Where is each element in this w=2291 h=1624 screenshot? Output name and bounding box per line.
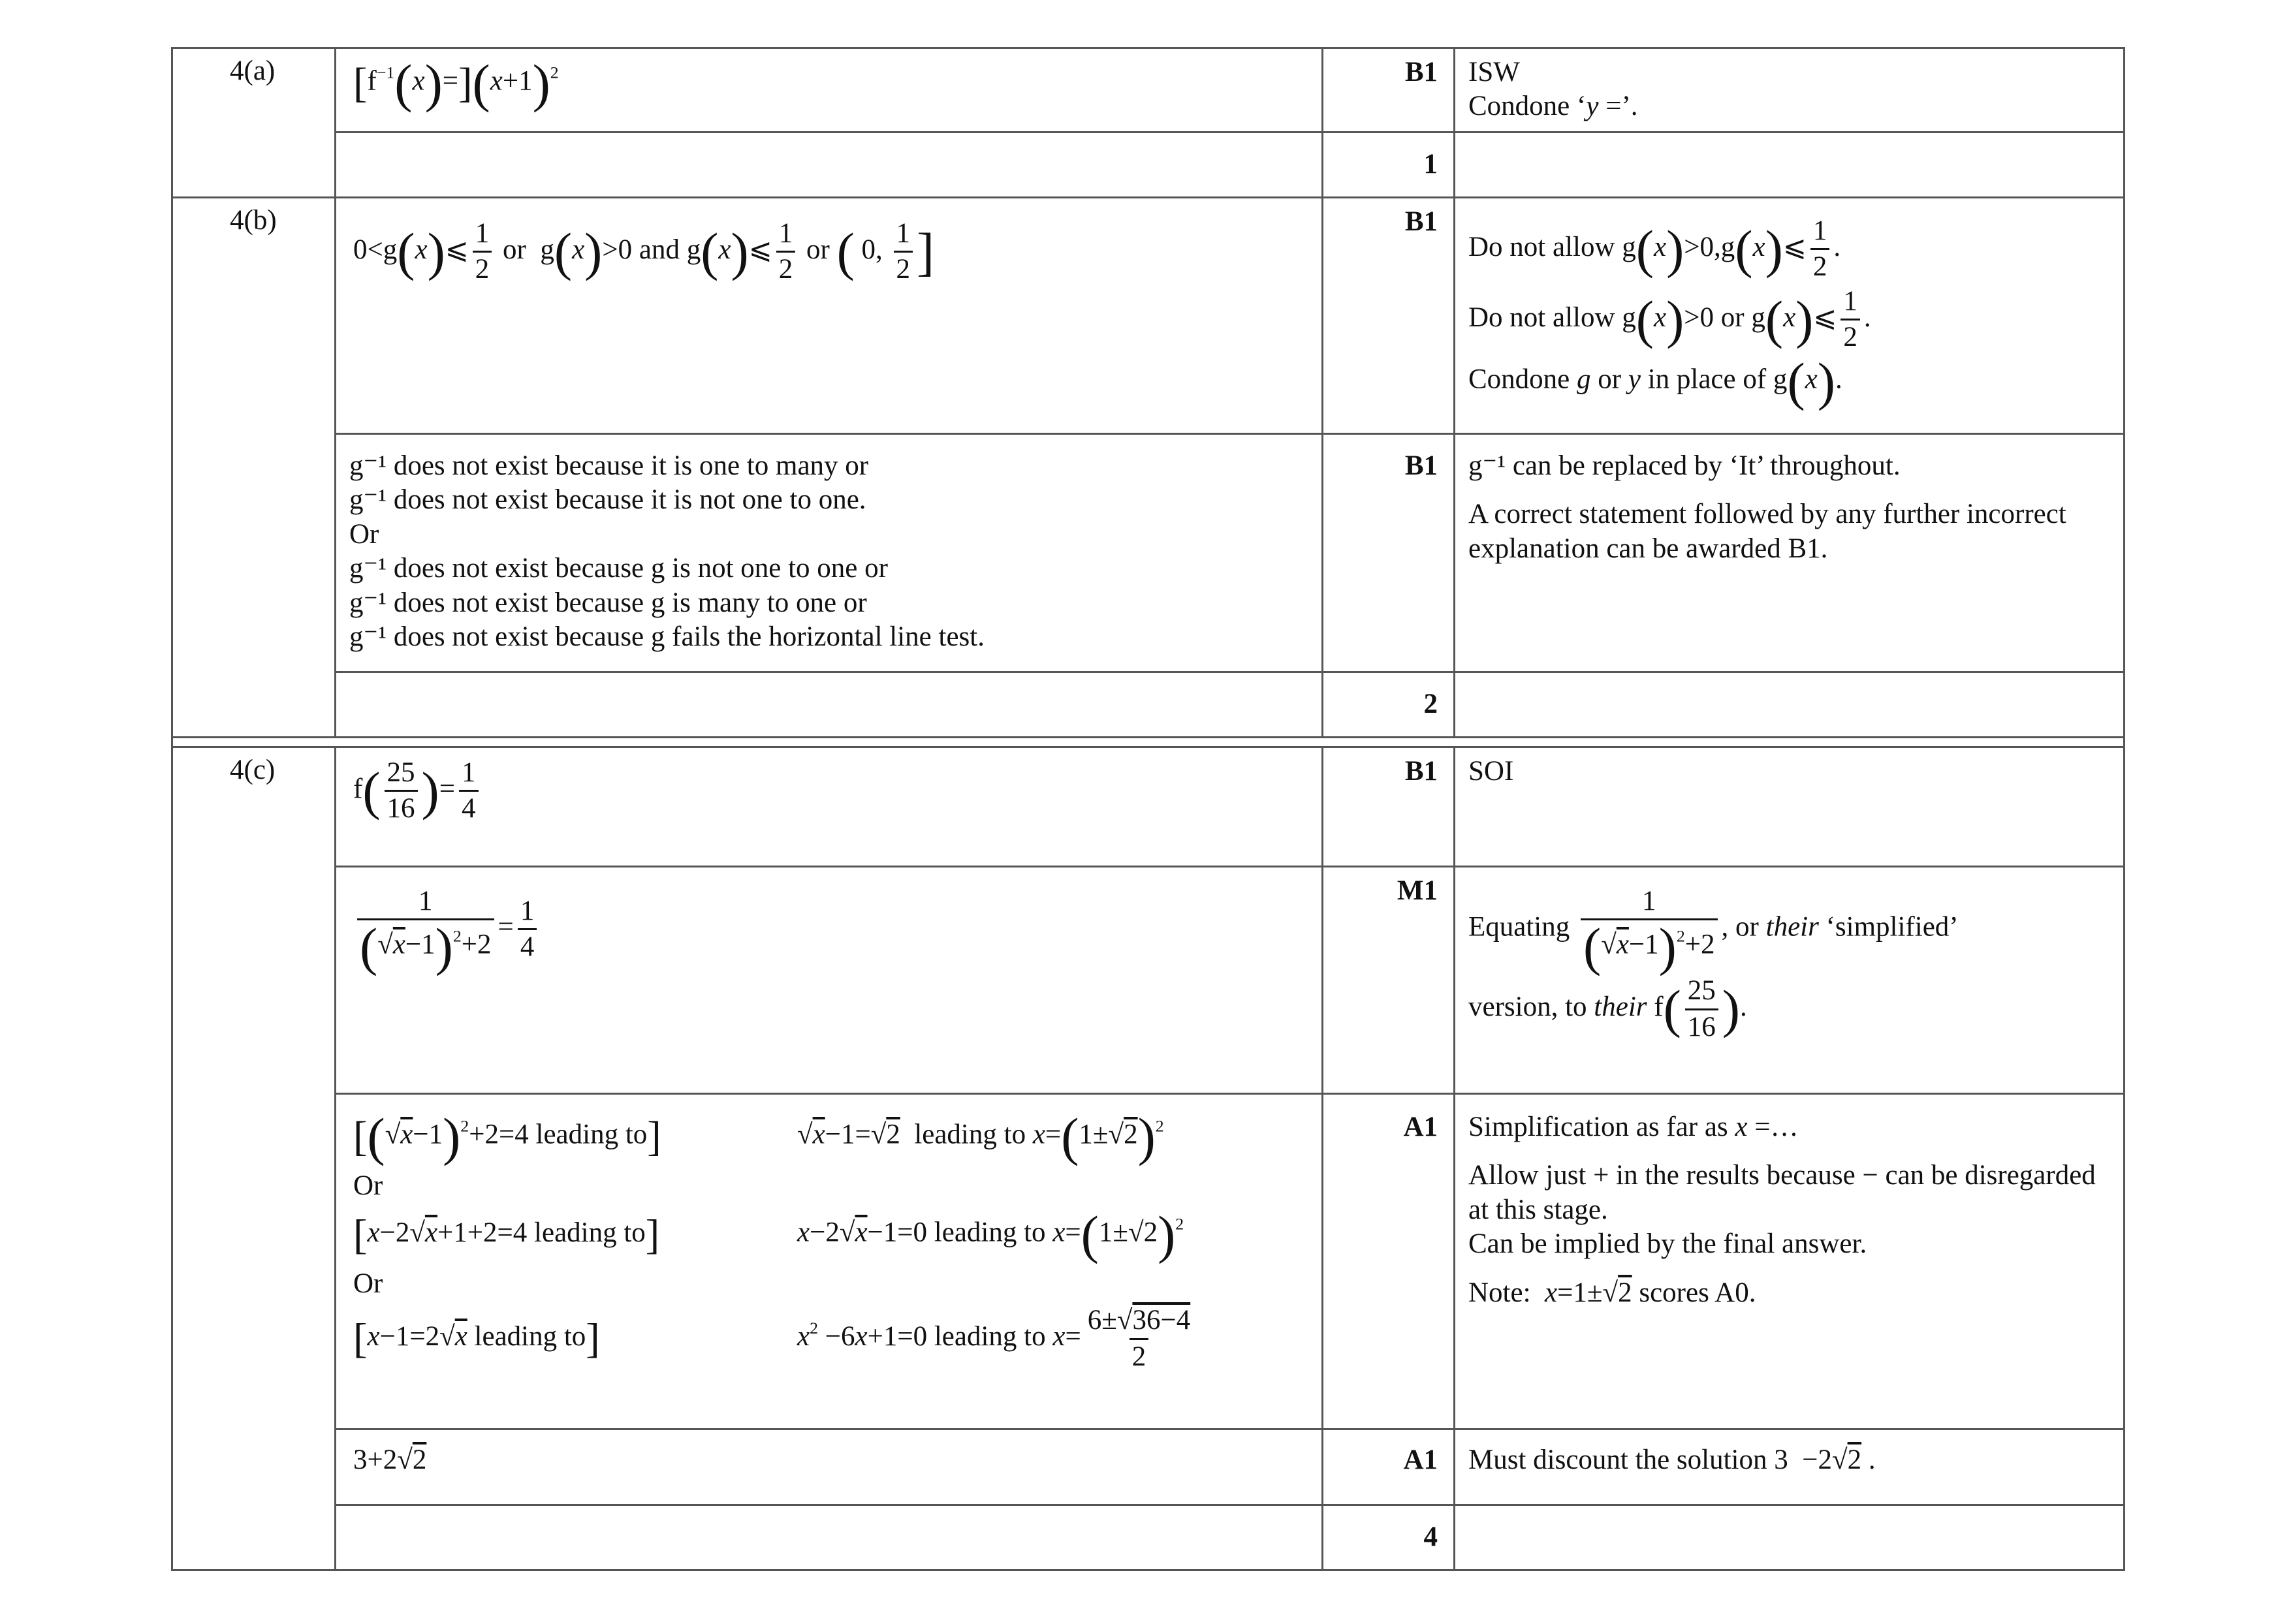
guidance-cell: ISW Condone ‘y =’. (1455, 48, 2125, 133)
solution-line: [x−1=2√x leading to] $x^2 -6x+1=0$ leading to x= $\frac{6\pm√36-4}{2}$ (353, 1304, 1321, 1374)
answer-cell: 0<g(x)⩽ $\frac{1}{2}$ or g(x)>0 and g(x)⩽ $\frac{1}{2}$ or ( 0, $\frac{1}{2}$ ] (336, 198, 1323, 434)
total-mark: 4 (1323, 1505, 1455, 1570)
mark-cell: B1 (1323, 434, 1455, 672)
table-row (172, 434, 2125, 672)
guidance-cell: Must discount the solution 3 −2√2 . (1455, 1429, 2125, 1505)
solution-line: [$(√x-1)^2+2=4$ leading to] √x−1=√2 leading to $x=(1\pm√2)^2$ (353, 1107, 1164, 1166)
table-row (172, 672, 2125, 738)
guidance-cell: Simplification as far as x =… Allow just + in the results because − can be disregarded at this stage. Can be implied by the final answer. Note: x=1±√2 scores A0. (1455, 1094, 2125, 1429)
guidance-cell: g⁻¹ can be replaced by ‘It’ throughout. A correct statement followed by any further incorrect explanation can be awarded B1. (1455, 434, 2125, 672)
table-row (172, 1094, 2125, 1429)
answer-cell: 3+2√2 (336, 1429, 1323, 1505)
total-mark: 2 (1323, 672, 1455, 738)
table-row (172, 747, 2125, 867)
answer-cell: $\frac{1}{(√x-1)^2+2}$ = $\frac{1}{4}$ (336, 867, 1323, 1094)
section-divider (172, 738, 2125, 747)
answer-cell: f( $\frac{25}{16}$ )= $\frac{1}{4}$ (336, 747, 1323, 867)
total-mark: 1 (1323, 133, 1455, 198)
guidance-cell: SOI (1455, 747, 2125, 867)
guidance-cell: Do not allow g(x)>0,g(x)⩽ $\frac{1}{2}$ . Do not allow g(x)>0 or g(x)⩽ $\frac{1}{2}$ . Condone g or y in place of g(x). (1455, 198, 2125, 434)
mark-cell: M1 (1323, 867, 1455, 1094)
solution-line: [x−2√x+1+2=4 leading to] x−2√x−1=0 leading to $x=(1\pm√2)^2$ (353, 1205, 1184, 1265)
mark-cell: B1 (1323, 48, 1455, 133)
question-label: 4(a) (172, 48, 336, 198)
question-label: 4(b) (172, 198, 336, 738)
mark-cell: B1 (1323, 747, 1455, 867)
question-label: 4(c) (172, 747, 336, 1570)
table-row (172, 133, 2125, 198)
table-row (172, 1505, 2125, 1570)
mark-cell: A1 (1323, 1429, 1455, 1505)
mark-scheme-table (171, 47, 2125, 1571)
mark-cell: B1 (1323, 198, 1455, 434)
table-row (172, 1429, 2125, 1505)
mark-cell: A1 (1323, 1094, 1455, 1429)
table-row (172, 48, 2125, 133)
table-row (172, 198, 2125, 434)
guidance-cell: Equating $\frac{1}{(√x-1)^2+2}$ , or their ‘simplified’ version, to their f( $\frac{25}{16}$ ). (1455, 867, 2125, 1094)
answer-cell: g⁻¹ does not exist because it is one to many or g⁻¹ does not exist because it is not one to one. Or g⁻¹ does not exist because g is not one to one or g⁻¹ does not exist because g is many to one or g⁻¹ does not exist because g fails the horizontal line test. (336, 434, 1323, 672)
answer-cell: $[f^{-1}(x)=](x+1)^2$ (336, 48, 1323, 133)
table-row (172, 867, 2125, 1094)
answer-cell: [$(√x-1)^2+2=4$ leading to] √x−1=√2 leading to $x=(1\pm√2)^2$ Or [x−2√x+1+2=4 leading to] x−2√x−1=0 leading to $x=(1\pm√2)^2$ Or [x−1=2√x leading to] $x^2 -6x+1=0$ leading to x= $\frac{6\pm√36-4}{2}$ (336, 1094, 1323, 1429)
